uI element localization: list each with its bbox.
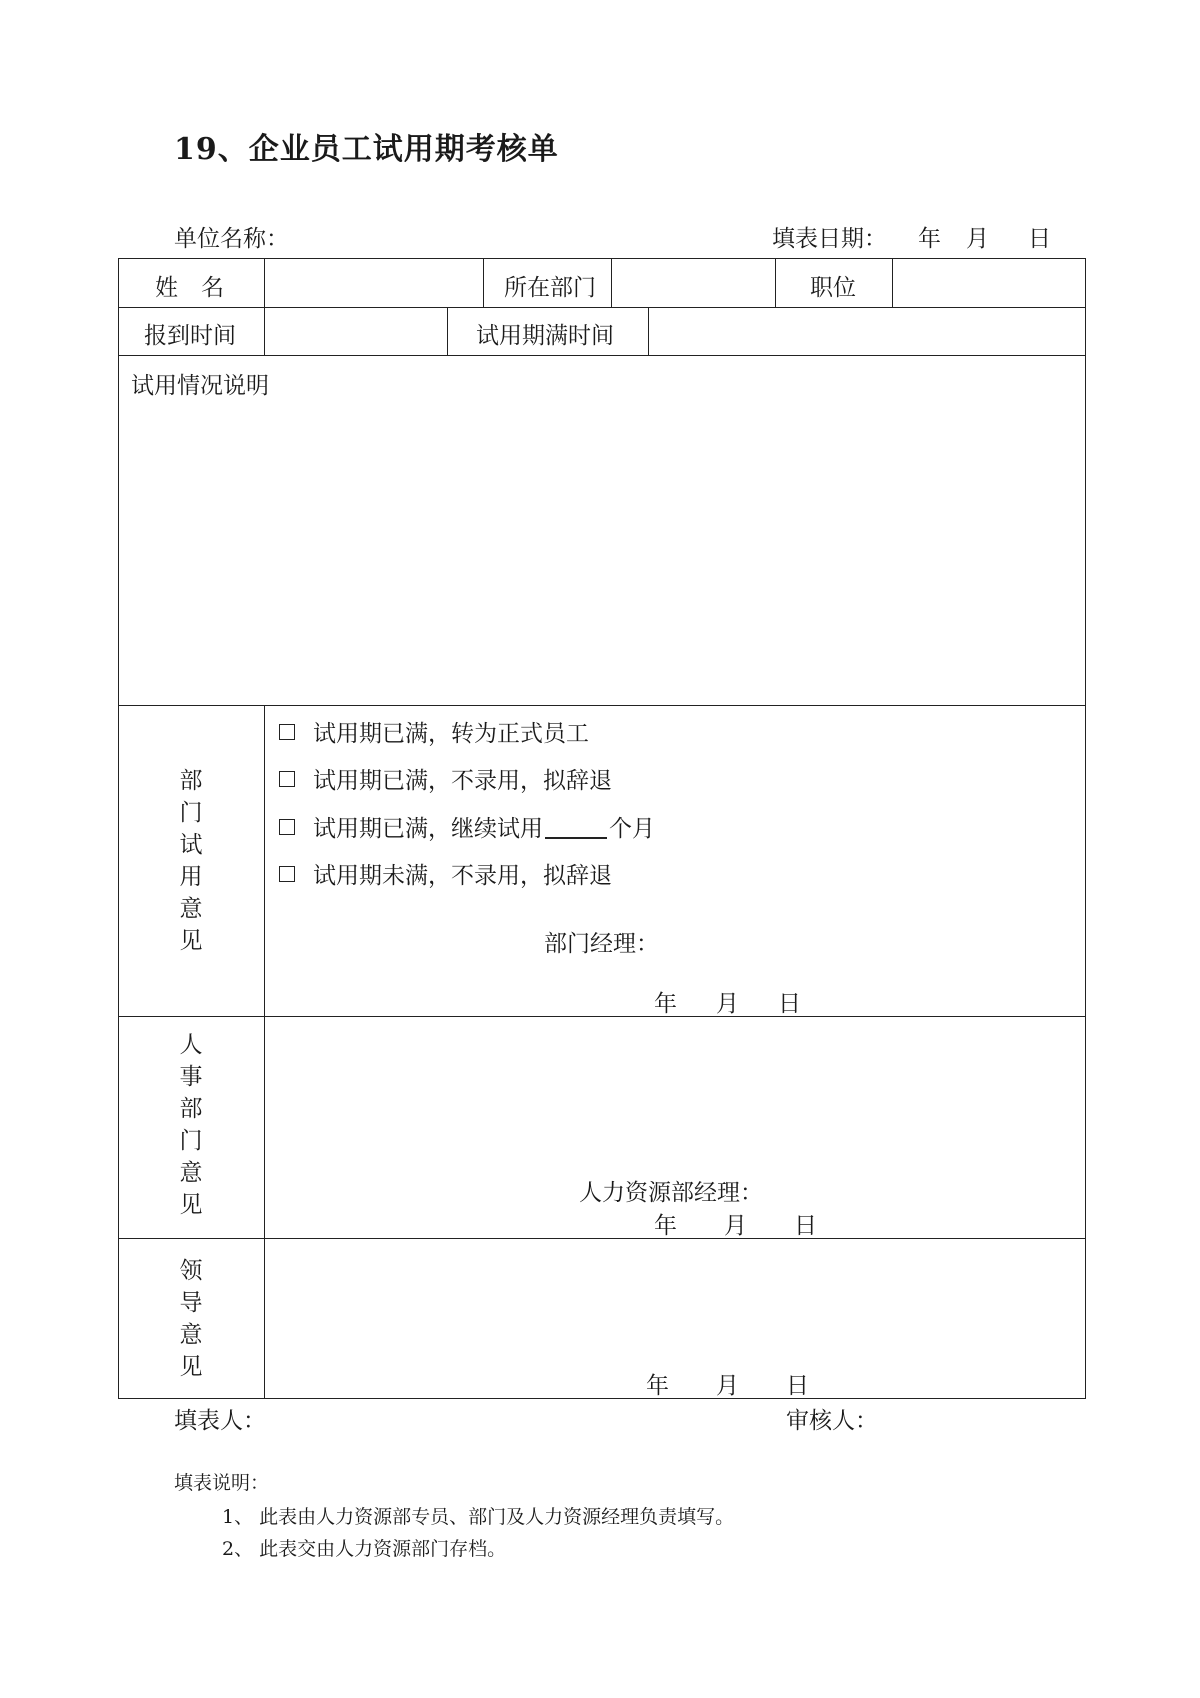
checkbox[interactable] xyxy=(279,819,295,835)
col-divider xyxy=(648,307,649,355)
label-char: 意 xyxy=(179,1160,203,1186)
checkbox[interactable] xyxy=(279,771,295,787)
col-divider xyxy=(264,259,265,307)
option-label: 试用期已满，继续试用 xyxy=(313,816,543,842)
col-divider xyxy=(447,307,448,355)
unit-name-label: 单位名称： xyxy=(174,226,289,252)
dept-opinion-label xyxy=(176,765,206,957)
fill-date-label: 填表日期： xyxy=(772,226,887,252)
label-char: 人 xyxy=(179,1032,203,1058)
row-divider xyxy=(119,355,1085,356)
label-char: 意 xyxy=(179,896,203,922)
fill-date-day: 日 xyxy=(1028,226,1051,252)
label-char: 见 xyxy=(179,1192,203,1218)
leader-date-day: 日 xyxy=(786,1373,809,1399)
option-not-completed xyxy=(279,857,612,890)
fill-date-year: 年 xyxy=(918,226,941,252)
dept-date-year: 年 xyxy=(654,991,677,1017)
col-divider xyxy=(611,259,612,307)
label-char: 导 xyxy=(179,1290,203,1316)
document-title: 19、企业员工试用期考核单 xyxy=(174,132,559,167)
col-divider xyxy=(483,259,484,307)
probation-end-label: 试用期满时间 xyxy=(476,323,614,349)
hr-manager-label: 人力资源部经理： xyxy=(579,1180,763,1206)
label-char: 部 xyxy=(179,768,203,794)
option-label: 试用期未满，不录用，拟辞退 xyxy=(313,863,612,889)
col-divider xyxy=(775,259,776,307)
reviewer-label: 审核人： xyxy=(786,1408,878,1434)
option-not-hired xyxy=(279,762,612,795)
dept-date-day: 日 xyxy=(778,991,801,1017)
months-suffix: 个月 xyxy=(609,816,655,842)
hr-date-day: 日 xyxy=(794,1213,817,1239)
label-char: 意 xyxy=(179,1322,203,1348)
assessment-form-table xyxy=(118,258,1086,1399)
label-char: 事 xyxy=(179,1064,203,1090)
position-label: 职位 xyxy=(810,275,856,301)
leader-date-month: 月 xyxy=(716,1373,739,1399)
months-blank[interactable] xyxy=(545,815,607,839)
label-char: 领 xyxy=(179,1258,203,1284)
option-label: 试用期已满，转为正式员工 xyxy=(313,721,589,747)
label-char: 门 xyxy=(179,800,203,826)
fill-date-month: 月 xyxy=(966,226,989,252)
leader-date-year: 年 xyxy=(646,1373,669,1399)
label-char: 见 xyxy=(179,1354,203,1380)
hr-date-month: 月 xyxy=(724,1213,747,1239)
report-time-label: 报到时间 xyxy=(144,323,236,349)
option-label: 试用期已满，不录用，拟辞退 xyxy=(313,768,612,794)
notes-heading: 填表说明： xyxy=(174,1472,270,1494)
checkbox[interactable] xyxy=(279,724,295,740)
label-char: 门 xyxy=(179,1128,203,1154)
col-divider xyxy=(264,307,265,355)
hr-date-year: 年 xyxy=(654,1213,677,1239)
dept-date-month: 月 xyxy=(716,991,739,1017)
label-char: 用 xyxy=(179,864,203,890)
note-item: 1、 此表由人力资源部专员、部门及人力资源经理负责填写。 xyxy=(222,1506,735,1528)
name-label: 姓 名 xyxy=(155,275,224,301)
filler-label: 填表人： xyxy=(174,1408,266,1434)
option-confirm-employee xyxy=(279,715,589,748)
dept-manager-label: 部门经理： xyxy=(544,931,659,957)
option-extend-probation xyxy=(279,810,655,843)
label-char: 试 xyxy=(179,832,203,858)
label-char: 部 xyxy=(179,1096,203,1122)
hr-opinion-label xyxy=(176,1029,206,1221)
leader-opinion-label xyxy=(176,1255,206,1383)
probation-situation-label: 试用情况说明 xyxy=(131,373,269,399)
note-item: 2、 此表交由人力资源部门存档。 xyxy=(222,1538,507,1560)
col-divider xyxy=(892,259,893,307)
checkbox[interactable] xyxy=(279,866,295,882)
col-divider xyxy=(264,705,265,1399)
label-char: 见 xyxy=(179,928,203,954)
department-label: 所在部门 xyxy=(504,275,596,301)
